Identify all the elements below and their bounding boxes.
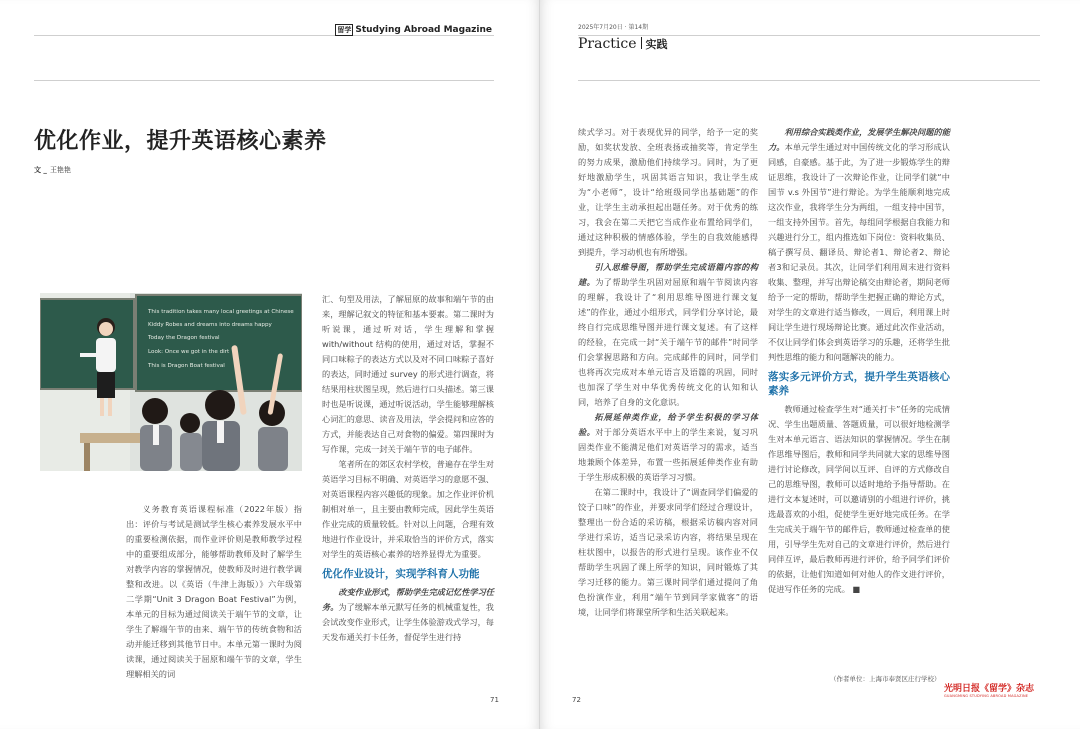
paragraph-extension [578, 410, 758, 485]
byline-author: 王艳艳 [49, 166, 71, 174]
article-title: 优化作业，提升英语核心素养 [34, 129, 327, 154]
byline-prefix: 文 _ [34, 166, 47, 174]
paragraph-evaluation [768, 402, 950, 597]
header-rule-2 [34, 80, 494, 81]
paragraph-lead: 拓展延伸类作业，给予学生积极的学习体验。 [578, 412, 758, 437]
end-mark: ■ [852, 584, 861, 594]
left-column-2 [322, 292, 494, 645]
magazine-logo-text: 光明日报《留学》杂志 [944, 684, 1035, 694]
right-column-1 [578, 125, 758, 620]
section-heading-1: 优化作业设计，实现学科育人功能 [322, 568, 480, 580]
section-label [578, 36, 668, 52]
byline [34, 165, 71, 175]
section-label-en: Practice [578, 36, 637, 52]
section-heading-2: 落实多元评价方式，提升学生英语核心素养 [768, 371, 950, 397]
spine-gutter [539, 0, 540, 729]
paragraph-mindmap [578, 260, 758, 410]
page-number-left: 71 [490, 696, 499, 704]
paragraph-body: 本单元学生通过对中国传统文化的学习形成认同感，自豪感。基于此，为了进一步锻炼学生的辩证思维，我设计了一次辩论作业，让同学们就“中国节 v.s 外国节”进行辩论。为学生能顺利地完成这次作业，我将学生分为两组，一组支持中国节，一组支持外国节。首先，每组同学根据自我能力和兴趣进行分工，组内推选如下岗位：资料收集员、稿子撰写员、翻译员、辩论者1、辩论者2、辩论者3和记录员。其次，让同学们利用周末进行资料收集、整理，并写出辩论稿交由辩论者，期间老师给予一定的帮助，帮助学生把握正确的辩论方式，对学生的文章进行适当修改，一周后，利用课上时间让学生进行现场辩论比赛。通过此次作业活动，不仅让同学们体会到英语学习的乐趣，还将学生批判性思维的能力和问题解决的能力。 [768, 142, 950, 362]
paragraph-body: 教师通过检查学生对“通关打卡”任务的完成情况、学生出题质量、答题质量，可以很好地检测学生对本单元语言、语法知识的掌握情况。学生在制作思维导图后，教师和同学共同就大家的思维导图进行讨论修改，同学间以互评、自评的方式修改自己的思维导图，教师可以适时地给予指导帮助。在进行文本复述时，可以邀请别的小组进行评价，挑选最喜欢的小组，促使学生更好地完成任务。在学生完成关于端午节的邮件后，教师通过检查单的使用，引导学生先对自己的文章进行评价，然后进行同伴互评，最后教师再进行评价，给予同学们评价的依据，让他们知道如何对他人的作文进行评价，促进写作任务的完成。 [768, 404, 950, 594]
paragraph-context: 笔者所在的郊区农村学校，普遍存在学生对英语学习目标不明确、对英语学习的意愿不强、对英语课程内容兴趣低的现象。加之作业评价机制相对单一，且主要由教师完成，因此学生英语作业完成的质量较低。针对以上问题，合理有效地进行作业设计，并采取恰当的评价方式，落实对学生的英语核心素养的培养显得尤为重要。 [322, 459, 494, 559]
header-rule-right [578, 35, 1040, 36]
board-line-3: Today the Dragon festival [148, 335, 220, 341]
paragraph-intro: 义务教育英语课程标准（2022年版）指出：评价与考试是测试学生核心素养发展水平中的重要检测依据，而作业评价则是教师教学过程中的重要组成部分，能够帮助教师及时了解学生对教学内容的掌握情况，使教师及时进行教学调整和改进。以《英语（牛津上海版）》六年级第二学期“Unit 3 Dragon Boat Festival”为例，本单元的目标为通过阅读关于端午节的文章，让学生了解端午节的由来、端午节的传统食物和活动并能迁移到其他节日中。本单元第一课时为阅读课，通过阅读关于屈原和端午节的文章，学生理解相关的词 [126, 504, 302, 679]
paragraph-debate [768, 125, 950, 365]
paragraph-body: 为了帮助学生巩固对屈原和端午节阅读内容的理解，我设计了“利用思维导图进行课文复述”的作业，通过小组形式，同学们分享讨论，最终自行完成思维导图并进行课文复述。有了这样的经验，在完成一封“关于端午节的邮件”时同学们会掌握思路和方向。完成邮件的同时，同学们也将再次完成对本单元语言及语篇的巩固，同时也加深了学生对中华优秀传统文化的认知和认同，培养了自身的文化意识。 [578, 277, 758, 407]
magazine-title [335, 24, 492, 36]
magazine-logo [944, 681, 1046, 698]
board-line-5: This is Dragon Boat festival [148, 363, 225, 369]
page-number-right: 72 [572, 696, 581, 704]
paragraph-body: 对于部分英语水平中上的学生来说，复习巩固类作业不能满足他们对英语学习的需求，适当地兼顾个体差异，布置一些拓展延伸类作业有助于学生形成积极的英语学习习惯。 [578, 427, 758, 482]
paragraph-lead: 引入思维导图，帮助学生完成语篇内容的构建。 [578, 262, 758, 287]
issue-date: 2025年7月20日 · 第14期 [578, 24, 649, 31]
paragraph-survey: 在第二课时中，我设计了“调查同学们偏爱的饺子口味”的作业，并要求同学们经过合理设计，整理出一份合适的采访稿，根据采访稿内容对同学进行采访，适当记录采访内容，将结果呈现在柱状图中，以报告的形式进行呈现。该作业不仅帮助学生巩固了课上所学的知识，同时锻炼了其学习迁移的能力。第三课时同学们通过提问了角色扮演作业，利用“端午节到同学家做客”的语境，让同学们将课堂所学和生活关联起来。 [578, 487, 758, 617]
magazine-title-box: 留学 [337, 26, 352, 34]
magazine-title-text: Studying Abroad Magazine [355, 25, 492, 35]
board-line-1: This tradition takes many local greetings at Chinese [148, 309, 294, 315]
section-label-cn: 实践 [645, 38, 668, 51]
paragraph-form-change [322, 585, 494, 645]
paragraph-lead: 利用综合实践类作业，发展学生解决问题的能力。 [768, 127, 950, 152]
classroom-photo [40, 293, 302, 471]
left-column-1 [126, 502, 302, 682]
header-rule-right-2 [578, 80, 1040, 81]
section-separator [641, 37, 642, 49]
right-page [540, 0, 1080, 729]
right-column-2 [768, 125, 950, 597]
magazine-logo-subtext: GUANGMING STUDYING ABROAD MAGAZINE [944, 694, 1029, 698]
paragraph-lead: 改变作业形式，帮助学生完成记忆性学习任务。 [322, 587, 494, 612]
paragraph-continued: 汇、句型及用法，了解屈原的故事和端午节的由来，理解记叙文的特征和基本要素。第二课时为听说课，通过听对话，学生理解和掌握 with/without 结构的使用，通过对话，掌握不同口味粽子的表达方式以及对不同口味粽子喜好的表达，同时通过 survey 的形式进行调查，将结果用柱状图呈现，然后进行口头描述。第三课时也是听说课，通过听说活动，学生能够理解核心词汇的意思、读音及用法，学会提问和应答的方式，并能表达自己对食物的偏爱。第四课时为写作课，完成一封关于端午节的电子邮件。 [322, 294, 494, 454]
author-unit: （作者单位：上海市奉贤区庄行学校） [830, 675, 941, 683]
board-line-4: Look: Once we got in the dirt [148, 349, 230, 355]
board-line-2: Kiddy Robes and dreams into dreams happy [148, 322, 272, 328]
paragraph-continued-right: 续式学习。对于表现优异的同学，给予一定的奖励，如奖状发放、全班表扬或抽奖等，肯定学生的努力成果，激励他们持续学习。同时，为了更好地激励学生，巩固其语言知识，我让学生成为“小老师”，设计“给班级同学出基础题”的作业，让学生主动承担起出题任务。对于优秀的练习，我会在第二天把它当成作业布置给同学们，通过这种积极的情感体验，学生的自我效能感得到提升，学习动机也有所增强。 [578, 127, 758, 257]
paragraph-body: 为了缓解本单元默写任务的机械重复性，我会试改变作业形式，让学生体验游戏式学习，每天发布通关打卡任务，督促学生进行持 [322, 602, 494, 642]
